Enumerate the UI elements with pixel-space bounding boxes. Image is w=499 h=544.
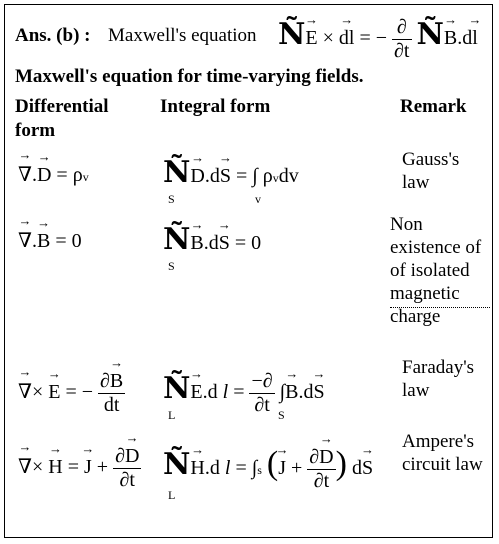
row-2-integral: Ñ→ B.d→ S = 0 — [163, 222, 261, 257]
row-1-remark: Gauss's law — [402, 149, 460, 193]
row-3-integral-limit-s: S — [278, 408, 285, 422]
column-header-remark: Remark — [400, 96, 467, 117]
row-3-remark: Faraday's law — [402, 357, 475, 401]
row-1-integral-limit-s: S — [168, 192, 175, 206]
row-4-remark: Ampere's circuit law — [402, 431, 483, 475]
row-2-integral-limit-s: S — [168, 259, 175, 273]
row-1-differential: → ∇.→ D = ρv — [18, 162, 89, 187]
answer-label: Ans. (b) : — [15, 25, 91, 46]
dotted-divider — [390, 307, 490, 308]
column-header-integral: Integral form — [160, 96, 271, 117]
row-3-integral: Ñ→ E.d l = $\frac{-\partial}{\partial t}$ ∫→ B.d→ S — [163, 370, 325, 417]
section-heading: Maxwell's equation for time-varying fields. — [15, 66, 364, 87]
answer-text: Maxwell's equation — [108, 25, 257, 46]
row-1-integral-limit-v: v — [255, 192, 261, 206]
row-4-integral-limit-l: L — [168, 488, 176, 502]
row-4-integral: Ñ→ H.d l = ∫s (→ J + $\frac{\partial\to D}{\partial t}$ ) d→ S — [163, 445, 373, 493]
row-3-integral-limit-l: L — [168, 408, 176, 422]
answer-equation: Ñ→ E × → dl = − $\frac{\partial}{\partial t}$ Ñ→ B.d→ l — [278, 16, 478, 63]
row-2-differential: → ∇.→ B = 0 — [18, 228, 82, 253]
column-header-differential: Differential form — [15, 96, 109, 141]
row-3-differential: → ∇× → E = − $\frac{\partial\to B}{dt}$ — [18, 370, 125, 417]
row-2-remark: Non existence of of isolated magnetic charge — [390, 214, 482, 327]
row-4-differential: → ∇× → H = → J + $\frac{\partial\to D}{\partial t}$ — [18, 445, 141, 492]
row-1-integral: Ñ→ D.d→ S = ∫ ρvdv — [163, 155, 299, 190]
